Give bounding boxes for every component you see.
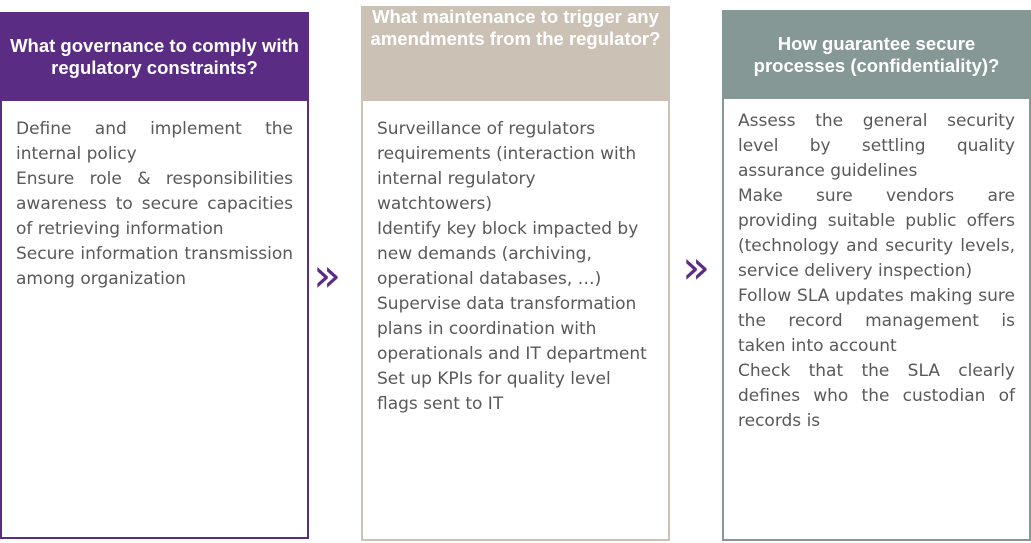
list-item: Secure information transmission among organization <box>16 244 293 289</box>
panel-body <box>722 99 1031 541</box>
panel-title: What governance to comply with regulatory constraints? <box>10 34 299 78</box>
panel-body <box>361 101 670 541</box>
panel-security <box>722 10 1031 541</box>
list-item: Ensure role & responsibilities awareness to secure capacities of retrieving information <box>16 169 293 239</box>
list-item: Follow SLA updates making sure the record management is taken into account <box>738 286 1015 356</box>
list-item: Identify key block impacted by new demands (archiving, operational databases, …) <box>377 219 639 289</box>
double-chevron-right-icon: » <box>313 248 342 302</box>
double-chevron-right-icon: » <box>682 240 711 294</box>
panel-governance <box>0 12 309 539</box>
list-item: Check that the SLA clearly defines who the custodian of records is <box>738 361 1015 431</box>
list-item: Define and implement the internal policy <box>16 119 293 164</box>
panel-title: How guarantee secure processes (confidentiality)? <box>753 32 1000 76</box>
panel-header <box>361 6 670 101</box>
list-item: Set up KPIs for quality level flags sent to IT <box>377 369 611 414</box>
panel-title: What maintenance to trigger any amendments from the regulator? <box>370 6 661 49</box>
panel-maintenance <box>361 6 670 541</box>
panel-body <box>0 101 309 539</box>
list-item: Make sure vendors are providing suitable public offers (technology and security levels, service delivery inspection) <box>738 186 1015 281</box>
list-item: Assess the general security level by settling quality assurance guidelines <box>738 111 1015 181</box>
panel-header <box>722 10 1031 99</box>
panel-header <box>0 12 309 101</box>
list-item: Supervise data transformation plans in coordination with operationals and IT department <box>377 294 647 364</box>
list-item: Surveillance of regulators requirements (interaction with internal regulatory watchtowers) <box>377 119 637 214</box>
